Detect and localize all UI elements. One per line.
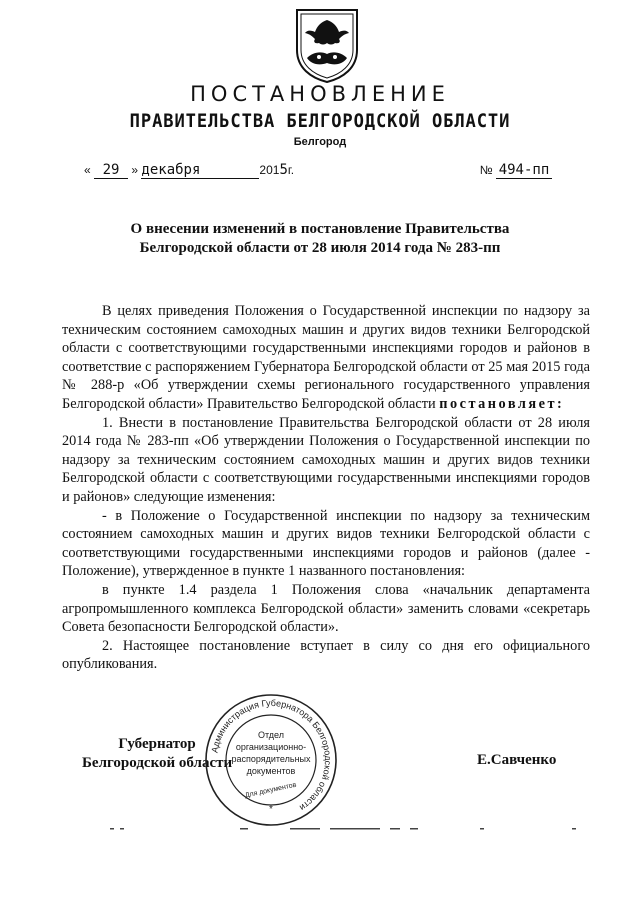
body-paragraph-5: 2. Настоящее постановление вступает в силу со дня его официального опубликования.	[62, 637, 590, 673]
issuing-body-title: ПРАВИТЕЛЬСТВА БЕЛГОРОДСКОЙ ОБЛАСТИ	[129, 110, 511, 132]
date-day: 29	[94, 162, 128, 179]
signatory-name: Е.Савченко	[477, 752, 557, 768]
stamp-star-icon: *	[269, 804, 273, 815]
paragraph-1-text: В целях приведения Положения о Государственной инспекции по надзору за техническим состоянием самоходных машин и других видов техники Белгородской области с соответствующими государственными инспекциями городов и районов в соответствие с распоряжением Губернатора Белгородской области от 25 мая 2015 года № 288-р «Об утверждении схемы регионального государственного управления Белгородской области» Правительство Белгородской области	[62, 303, 590, 412]
document-body	[62, 302, 590, 674]
document-number	[480, 162, 552, 179]
coat-of-arms-icon	[291, 6, 363, 84]
heading-line-1: О внесении изменений в постановление Правительства	[130, 221, 510, 237]
body-paragraph-1	[62, 302, 590, 414]
document-type-title: ПОСТАНОВЛЕНИЕ	[190, 82, 450, 106]
stamp-line-2: организационно-	[235, 742, 307, 752]
date-year-suffix: г.	[287, 163, 295, 177]
stamp-line-4: документов	[246, 766, 296, 776]
number-value: 494-пп	[496, 162, 552, 179]
resolution-word: постановляет:	[439, 395, 565, 412]
body-paragraph-4: в пункте 1.4 раздела 1 Положения слова «начальник департамента агропромышленного комплекса Белгородской области» заменить словами «секретарь Совета безопасности Белгородской области».	[62, 581, 590, 636]
stamp-bottom-text: Для документов	[244, 781, 298, 800]
heading-line-2: Белгородской области от 28 июля 2014 года № 283-пп	[139, 240, 501, 256]
city-label: Белгород	[293, 136, 347, 148]
stamp-line-1: Отдел	[257, 730, 285, 740]
date-year-prefix: 201	[259, 163, 280, 177]
date-year-digit: 5	[279, 162, 288, 178]
position-line-1: Губернатор	[118, 736, 196, 752]
date-close-quote: »	[131, 163, 139, 177]
number-sign: №	[479, 163, 493, 177]
body-paragraph-2: 1. Внести в постановление Правительства Белгородской области от 28 июля 2014 года № 283-пп «Об утверждении Положения о Государственной инспекции по надзору за техническим состоянием самоходных машин и других видов техники Белгородской области с соответствующими государственными инспекциями городов и районов» следующие изменения:	[62, 414, 590, 505]
document-heading	[0, 220, 640, 258]
date-open-quote: «	[84, 163, 91, 177]
body-paragraph-3: - в Положение о Государственной инспекции по надзору за техническим состоянием самоходных машин и других видов техники Белгородской области с соответствующими государственными инспекциями городов и районов (далее - Положение), утвержденное в пункте 1 названного постановления:	[62, 507, 590, 580]
position-line-2: Белгородской области	[82, 755, 233, 771]
stamp-line-3: распорядительных	[231, 754, 311, 764]
date-month: декабря	[141, 162, 259, 179]
document-date	[84, 162, 294, 179]
scan-artifact-marks	[110, 826, 580, 832]
stamp-ring-text: Администрация Губернатора Белгородской области	[209, 697, 334, 813]
official-stamp	[203, 692, 339, 828]
